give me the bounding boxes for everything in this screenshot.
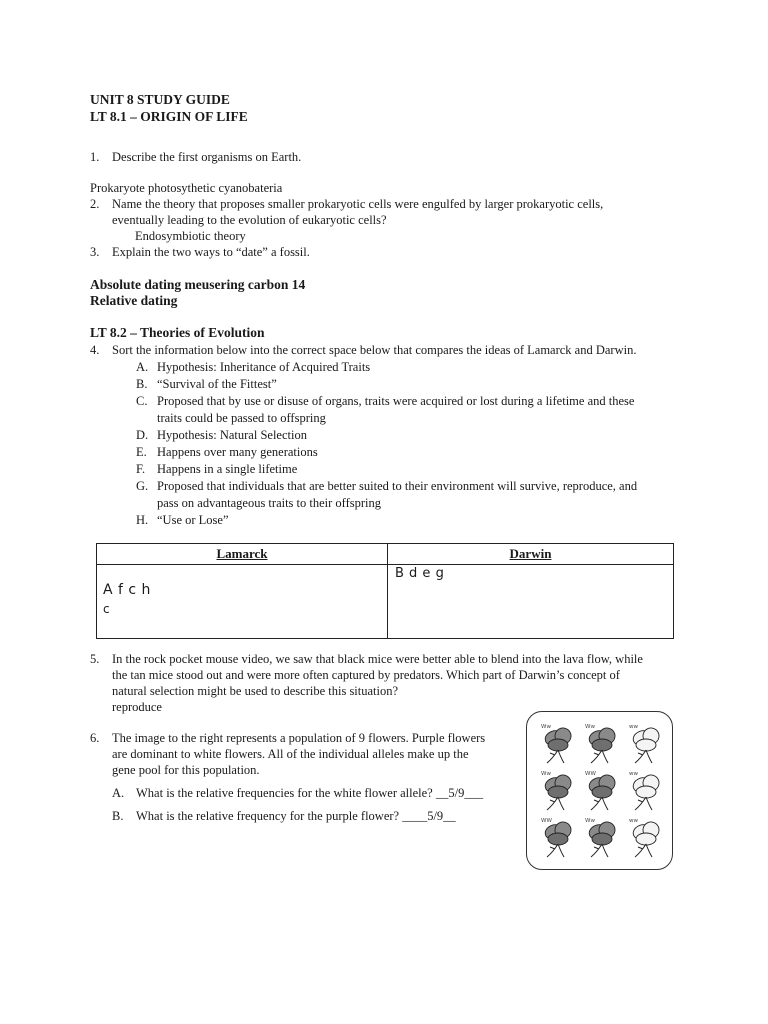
question-6b (112, 808, 456, 825)
question-6-line-2: are dominant to white flowers. All of the individual alleles make up the (112, 747, 469, 761)
flower-5 (585, 771, 617, 810)
item-letter: A. (136, 360, 149, 374)
question-1 (90, 149, 301, 166)
question-6-line-3: gene pool for this population. (112, 763, 260, 777)
genotype-label: WW (541, 818, 552, 824)
question-number: 1. (90, 150, 100, 164)
table-header-row (97, 544, 674, 565)
section-heading-origin-of-life: LT 8.1 – ORIGIN OF LIFE (90, 109, 248, 124)
flower-6 (629, 771, 661, 810)
flower-population-figure (526, 711, 673, 870)
answer-3-relative: Relative dating (90, 293, 178, 308)
genotype-label: Ww (541, 724, 551, 730)
list-item (136, 512, 229, 529)
item-text: Proposed that by use or disuse of organs, traits were acquired or lost during a lifetime and these (157, 394, 635, 408)
lamarck-answer-extra: c (103, 602, 110, 616)
petal (548, 833, 568, 845)
item-text: What is the relative frequencies for the white flower allele? __5/9___ (136, 786, 484, 800)
section-heading-theories-of-evolution: LT 8.2 – Theories of Evolution (90, 325, 265, 340)
item-letter: F. (136, 462, 146, 476)
flower-8 (585, 818, 617, 857)
item-text: Hypothesis: Natural Selection (157, 428, 307, 442)
stem (591, 750, 608, 763)
genotype-label: Ww (585, 818, 595, 824)
answer-2: Endosymbiotic theory (135, 229, 246, 243)
question-5-line-2: the tan mice stood out and were more often captured by predators. Which part of Darwin’s concept of (112, 668, 620, 682)
question-2 (90, 196, 603, 213)
question-6 (90, 730, 485, 747)
question-number: 6. (90, 731, 100, 745)
petal (548, 739, 568, 751)
stem (547, 797, 564, 810)
list-item (136, 376, 277, 393)
question-number: 5. (90, 652, 100, 666)
list-item (136, 393, 634, 410)
question-2-line-2: eventually leading to the evolution of eukaryotic cells? (112, 213, 387, 227)
flower-9 (629, 818, 661, 857)
list-item (136, 478, 637, 495)
stem (547, 844, 564, 857)
question-text-line-1: Name the theory that proposes smaller prokaryotic cells were engulfed by larger prokaryotic cells, (112, 197, 604, 211)
genotype-label: ww (629, 818, 638, 824)
question-text: Explain the two ways to “date” a fossil. (112, 245, 310, 259)
genotype-label: ww (629, 724, 638, 730)
comparison-table (96, 543, 674, 639)
stem (547, 750, 564, 763)
answer-5: reproduce (112, 700, 162, 714)
stem (591, 797, 608, 810)
table-cell-lamarck (97, 565, 388, 639)
flower-grid-illustration (527, 712, 672, 869)
flower-7 (541, 818, 573, 857)
question-text-line-1: The image to the right represents a population of 9 flowers. Purple flowers (112, 731, 486, 745)
question-number: 2. (90, 197, 100, 211)
stem (635, 797, 652, 810)
question-5 (90, 651, 643, 668)
list-item (136, 359, 370, 376)
genotype-label: Ww (585, 724, 595, 730)
item-text: traits could be passed to offspring (157, 411, 326, 425)
stem (635, 750, 652, 763)
stem (591, 844, 608, 857)
petal (636, 833, 656, 845)
table-cell-darwin (388, 565, 674, 639)
question-3 (90, 244, 310, 261)
item-text: Happens in a single lifetime (157, 462, 298, 476)
item-text: Happens over many generations (157, 445, 318, 459)
genotype-label: ww (629, 771, 638, 777)
genotype-label: WW (585, 771, 596, 777)
table-header-lamarck: Lamarck (97, 544, 388, 565)
petal (592, 739, 612, 751)
answer-1: Prokaryote photosythetic cyanobateria (90, 181, 283, 195)
question-6a (112, 785, 483, 802)
answer-3-absolute: Absolute dating meusering carbon 14 (90, 277, 306, 292)
petal (592, 786, 612, 798)
petal (636, 739, 656, 751)
petal (548, 786, 568, 798)
item-text: “Use or Lose” (157, 513, 229, 527)
question-text: Sort the information below into the correct space below that compares the ideas of Lamarck and Darwin. (112, 343, 637, 357)
item-letter: B. (112, 809, 124, 823)
item-letter: B. (136, 377, 148, 391)
list-item (136, 461, 297, 478)
list-item-continuation (136, 410, 326, 427)
petal (592, 833, 612, 845)
list-item (136, 427, 307, 444)
question-text-line-1: In the rock pocket mouse video, we saw that black mice were better able to blend into the lava flow, while (112, 652, 643, 666)
item-letter: A. (112, 786, 125, 800)
stem (635, 844, 652, 857)
flower-1 (541, 724, 573, 763)
item-text: Proposed that individuals that are better suited to their environment will survive, reproduce, and (157, 479, 638, 493)
lamarck-answer: A f c h (103, 582, 151, 598)
question-5-line-3: natural selection might be used to describe this situation? (112, 684, 399, 698)
item-letter: H. (136, 513, 149, 527)
list-item-continuation (136, 495, 381, 512)
item-text: pass on advantageous traits to their offspring (157, 496, 382, 510)
question-4 (90, 342, 636, 359)
item-letter: G. (136, 479, 149, 493)
question-number: 4. (90, 343, 100, 357)
flower-4 (541, 771, 573, 810)
genotype-label: Ww (541, 771, 551, 777)
item-letter: C. (136, 394, 148, 408)
question-number: 3. (90, 245, 100, 259)
item-text: Hypothesis: Inheritance of Acquired Traits (157, 360, 371, 374)
flower-3 (629, 724, 661, 763)
question-text: Describe the first organisms on Earth. (112, 150, 302, 164)
item-text: “Survival of the Fittest” (157, 377, 277, 391)
table-row (97, 565, 674, 639)
list-item (136, 444, 318, 461)
item-letter: E. (136, 445, 147, 459)
page-title: UNIT 8 STUDY GUIDE (90, 92, 230, 107)
petal (636, 786, 656, 798)
item-letter: D. (136, 428, 149, 442)
item-text: What is the relative frequency for the purple flower? ____5/9__ (136, 809, 456, 823)
flower-2 (585, 724, 617, 763)
darwin-answer: B d e g (395, 566, 445, 581)
table-header-darwin: Darwin (388, 544, 674, 565)
